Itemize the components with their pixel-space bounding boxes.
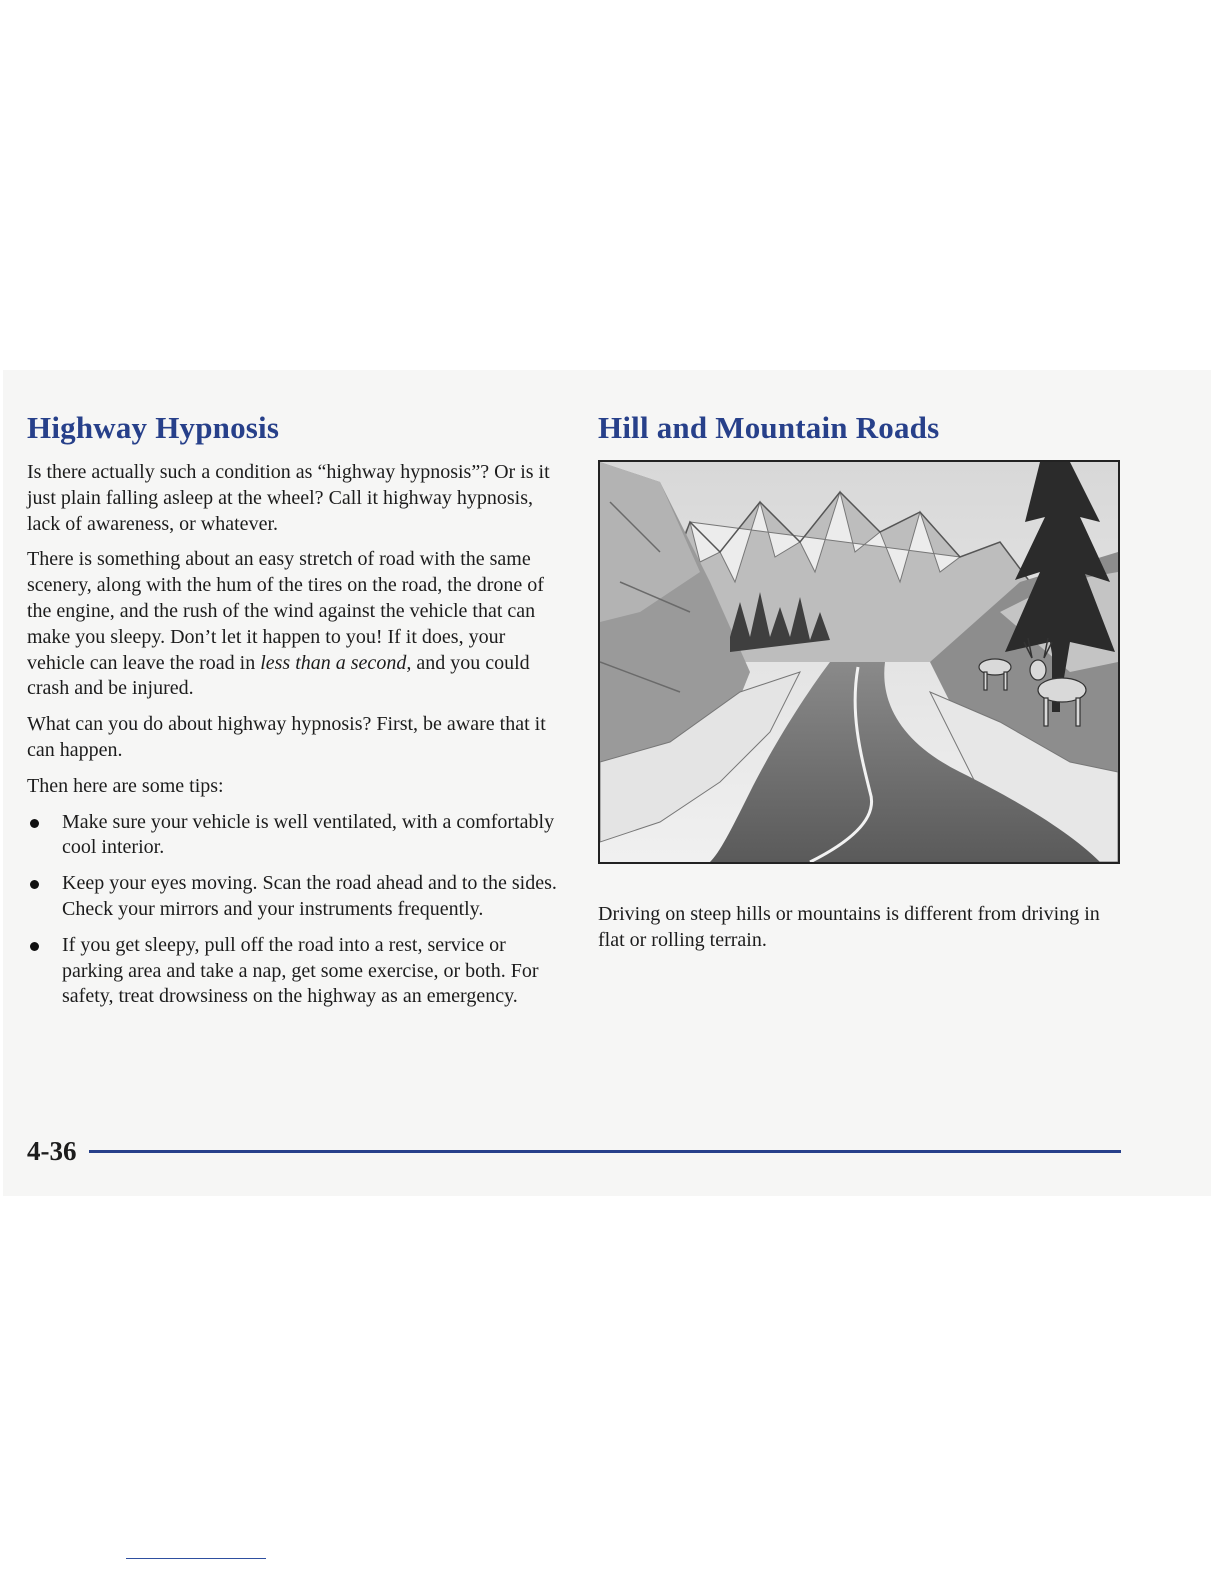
left-column [27, 408, 567, 1020]
tip-text: Make sure your vehicle is well ventilated, with a comfortably cool interior. [62, 810, 555, 859]
tip-text: If you get sleepy, pull off the road into a rest, service or parking area and take a nap, get some exercise, or both. For safety, treat drowsiness on the highway as an emergency. [62, 933, 539, 1008]
mountain-road-illustration [598, 460, 1120, 864]
bullet-icon [30, 880, 39, 889]
hill-mountain-heading: Hill and Mountain Roads [598, 410, 940, 445]
hill-mountain-caption: Driving on steep hills or mountains is different from driving in flat or rolling terrain. [598, 903, 1100, 951]
tips-list [27, 810, 567, 1011]
right-column [598, 408, 1128, 974]
page-number: 4-36 [27, 1136, 77, 1166]
bullet-icon [30, 819, 39, 828]
scenery-text: There is something about an easy stretch of road with the same scenery, along with the hum of the tires on the road, the drone of the engine, and the rush of the wind against the vehicle that can make you sleepy. Don’t let it happen to you! If it does, your vehicle can leave the road in [27, 548, 544, 674]
list-item [27, 933, 567, 1010]
mountain-road-drawing [600, 462, 1118, 862]
question-paragraph: What can you do about highway hypnosis? First, be aware that it can happen. [27, 713, 546, 761]
highway-hypnosis-heading: Highway Hypnosis [27, 410, 280, 445]
bottom-divider [126, 1558, 266, 1559]
scenery-text-end: and you could crash and be injured. [27, 651, 530, 700]
emphasis-text: less than a second, [260, 651, 412, 674]
tip-text: Keep your eyes moving. Scan the road ahead and to the sides. Check your mirrors and your instruments frequently. [62, 872, 557, 920]
scenery-paragraph [27, 547, 567, 702]
footer-divider [89, 1150, 1121, 1153]
bullet-icon [30, 942, 39, 951]
list-item [27, 871, 567, 923]
intro-paragraph: Is there actually such a condition as “highway hypnosis”? Or is it just plain falling asleep at the wheel? Call it highway hypnosis, lack of awareness, or whatever. [27, 461, 550, 535]
list-item [27, 810, 567, 862]
tips-intro: Then here are some tips: [27, 774, 224, 797]
page-footer [27, 1134, 1121, 1168]
